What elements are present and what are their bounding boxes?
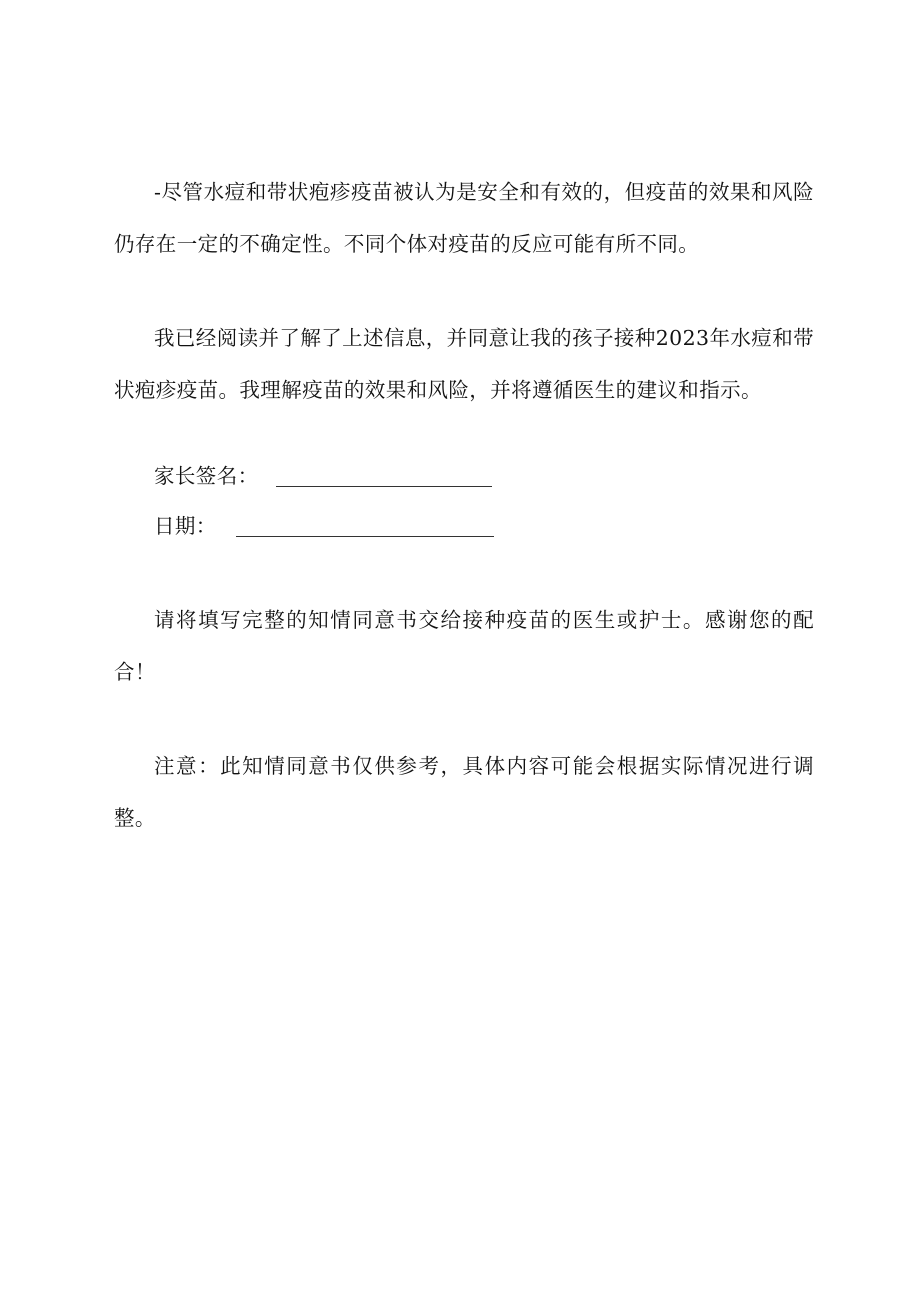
date-field [154, 511, 494, 541]
parent-signature-field [154, 461, 492, 491]
submit-instruction-paragraph: 请将填写完整的知情同意书交给接种疫苗的医生或护士。感谢您的配合！ [114, 608, 814, 684]
risk-note-paragraph: -尽管水痘和带状疱疹疫苗被认为是安全和有效的，但疫苗的效果和风险仍存在一定的不确定性。不同个体对疫苗的反应可能有所不同。 [114, 180, 814, 256]
parent-signature-line[interactable] [276, 464, 492, 487]
consent-statement-paragraph: 我已经阅读并了解了上述信息，并同意让我的孩子接种2023年水痘和带状疱疹疫苗。我理解疫苗的效果和风险，并将遵循医生的建议和指示。 [114, 326, 814, 402]
parent-signature-label: 家长签名： [154, 464, 259, 488]
date-label: 日期： [154, 514, 217, 538]
disclaimer-paragraph: 注意：此知情同意书仅供参考，具体内容可能会根据实际情况进行调整。 [114, 754, 814, 830]
date-line[interactable] [236, 514, 494, 537]
